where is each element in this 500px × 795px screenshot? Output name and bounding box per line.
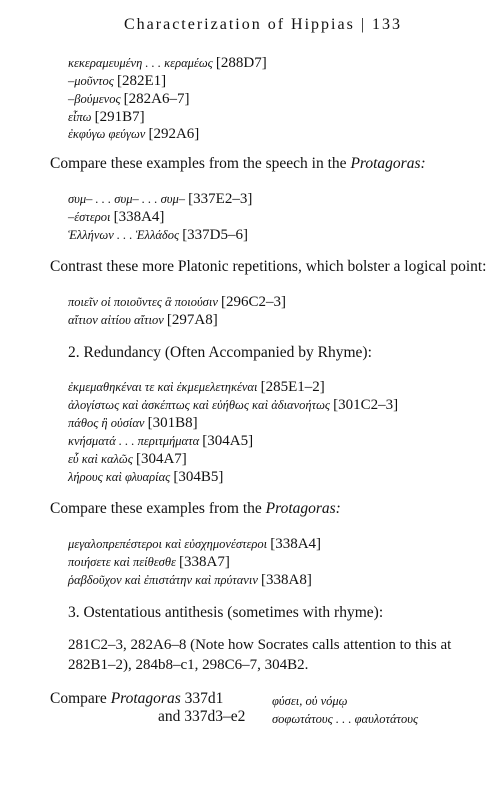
citation: [338A4] bbox=[270, 536, 322, 552]
final-compare-label: and 337d3–e2 bbox=[158, 708, 246, 725]
greek-text: εὖ καὶ καλῶς bbox=[68, 452, 133, 466]
citation: [285E1–2] bbox=[260, 379, 325, 395]
citation: [337E2–3] bbox=[188, 191, 253, 207]
example-line bbox=[68, 432, 253, 450]
example-line bbox=[68, 125, 199, 143]
example-line bbox=[68, 108, 145, 126]
citation: [292A6] bbox=[148, 126, 200, 142]
greek-text: συμ– . . . συμ– . . . συμ– bbox=[68, 192, 186, 206]
contrast-sentence: Contrast these more Platonic repetitions, which bolster a logical point: bbox=[50, 258, 487, 275]
final-compare-label bbox=[50, 690, 223, 708]
sentence-text: Compare these examples from the speech in the bbox=[50, 155, 351, 172]
work-title: Protagoras bbox=[110, 690, 181, 707]
work-title: Protagoras: bbox=[265, 500, 341, 517]
greek-text: Ἑλλήνων . . . Ἑλλάδος bbox=[68, 228, 180, 242]
example-line bbox=[68, 571, 312, 589]
example-line bbox=[68, 208, 164, 226]
greek-text: –μοῦντος bbox=[68, 74, 114, 88]
paragraph-line: 282B1–2), 284b8–c1, 298C6–7, 304B2. bbox=[68, 657, 309, 673]
example-line bbox=[68, 226, 248, 244]
example-line bbox=[68, 311, 218, 329]
greek-text: –έστεροι bbox=[68, 210, 111, 224]
greek-text: ἐκφύγω φεύγων bbox=[68, 127, 146, 141]
greek-text: ἀλογίστως καὶ ἀσκέπτως καὶ εὐήθως καὶ ἀδιανοήτως bbox=[68, 398, 330, 412]
label-prefix: Compare bbox=[50, 690, 111, 707]
greek-text: εἶπω bbox=[68, 110, 92, 124]
example-line bbox=[68, 450, 187, 468]
section-heading: 3. Ostentatious antithesis (sometimes with rhyme): bbox=[68, 604, 384, 621]
example-line bbox=[68, 553, 230, 571]
greek-text: φύσει, οὐ νόμῳ bbox=[272, 694, 348, 708]
compare-sentence bbox=[50, 500, 341, 518]
work-title: Protagoras: bbox=[350, 155, 426, 172]
citation: [296C2–3] bbox=[221, 294, 286, 310]
greek-text: πάθος ἢ οὐσίαν bbox=[68, 416, 145, 430]
example-line bbox=[68, 535, 321, 553]
citation: 337d1 bbox=[180, 690, 224, 707]
greek-text: αἴτιον αἰτίου αἴτιον bbox=[68, 313, 164, 327]
example-line bbox=[68, 190, 252, 208]
example-line bbox=[68, 90, 190, 108]
section-heading: 2. Redundancy (Often Accompanied by Rhyme): bbox=[68, 344, 372, 361]
citation: [338A4] bbox=[113, 209, 165, 225]
greek-text: ποιήσετε καὶ πείθεσθε bbox=[68, 555, 176, 569]
citation: [337D5–6] bbox=[182, 227, 249, 243]
example-line bbox=[68, 54, 267, 72]
greek-text: ἐκμεμαθηκέναι τε καὶ ἐκμεμελετηκέναι bbox=[68, 380, 258, 394]
greek-text: κνήσματά . . . περιτμήματα bbox=[68, 434, 200, 448]
greek-text: λήρους καὶ φλυαρίας bbox=[68, 470, 171, 484]
citation: [297A8] bbox=[166, 312, 218, 328]
greek-text: μεγαλοπρεπέστεροι καὶ εὐσχημονέστεροι bbox=[68, 537, 268, 551]
greek-text: σοφωτάτους . . . φαυλοτάτους bbox=[272, 712, 419, 726]
example-line bbox=[68, 72, 166, 90]
citation: [338A8] bbox=[261, 572, 312, 588]
citation: [291B7] bbox=[94, 109, 145, 125]
running-header: Characterization of Hippias | 133 bbox=[124, 16, 403, 33]
paragraph-line: 281C2–3, 282A6–8 (Note how Socrates calls attention to this at bbox=[68, 637, 452, 653]
citation: [301B8] bbox=[147, 415, 198, 431]
citation: [304A5] bbox=[202, 433, 254, 449]
compare-sentence bbox=[50, 155, 426, 173]
example-line bbox=[68, 468, 223, 486]
greek-text: κεκεραμευμένη . . . κεραμέως bbox=[68, 56, 213, 70]
example-line bbox=[68, 414, 198, 432]
greek-text: ποιεῖν οἱ ποιοῦντες ἃ ποιούσιν bbox=[68, 295, 218, 309]
example-line bbox=[68, 396, 398, 414]
citation: [304B5] bbox=[173, 469, 224, 485]
citation: [301C2–3] bbox=[333, 397, 399, 413]
sentence-text: Compare these examples from the bbox=[50, 500, 266, 517]
citation: [304A7] bbox=[135, 451, 187, 467]
example-line bbox=[68, 378, 325, 396]
greek-text: ῥαβδοῦχον καὶ ἐπιστάτην καὶ πρύτανιν bbox=[68, 573, 258, 587]
greek-text: –βούμενος bbox=[68, 92, 121, 106]
citation: [282A6–7] bbox=[123, 91, 190, 107]
citation: [282E1] bbox=[116, 73, 167, 89]
citation: [288D7] bbox=[215, 55, 267, 71]
example-line bbox=[68, 293, 286, 311]
citation: [338A7] bbox=[179, 554, 230, 570]
